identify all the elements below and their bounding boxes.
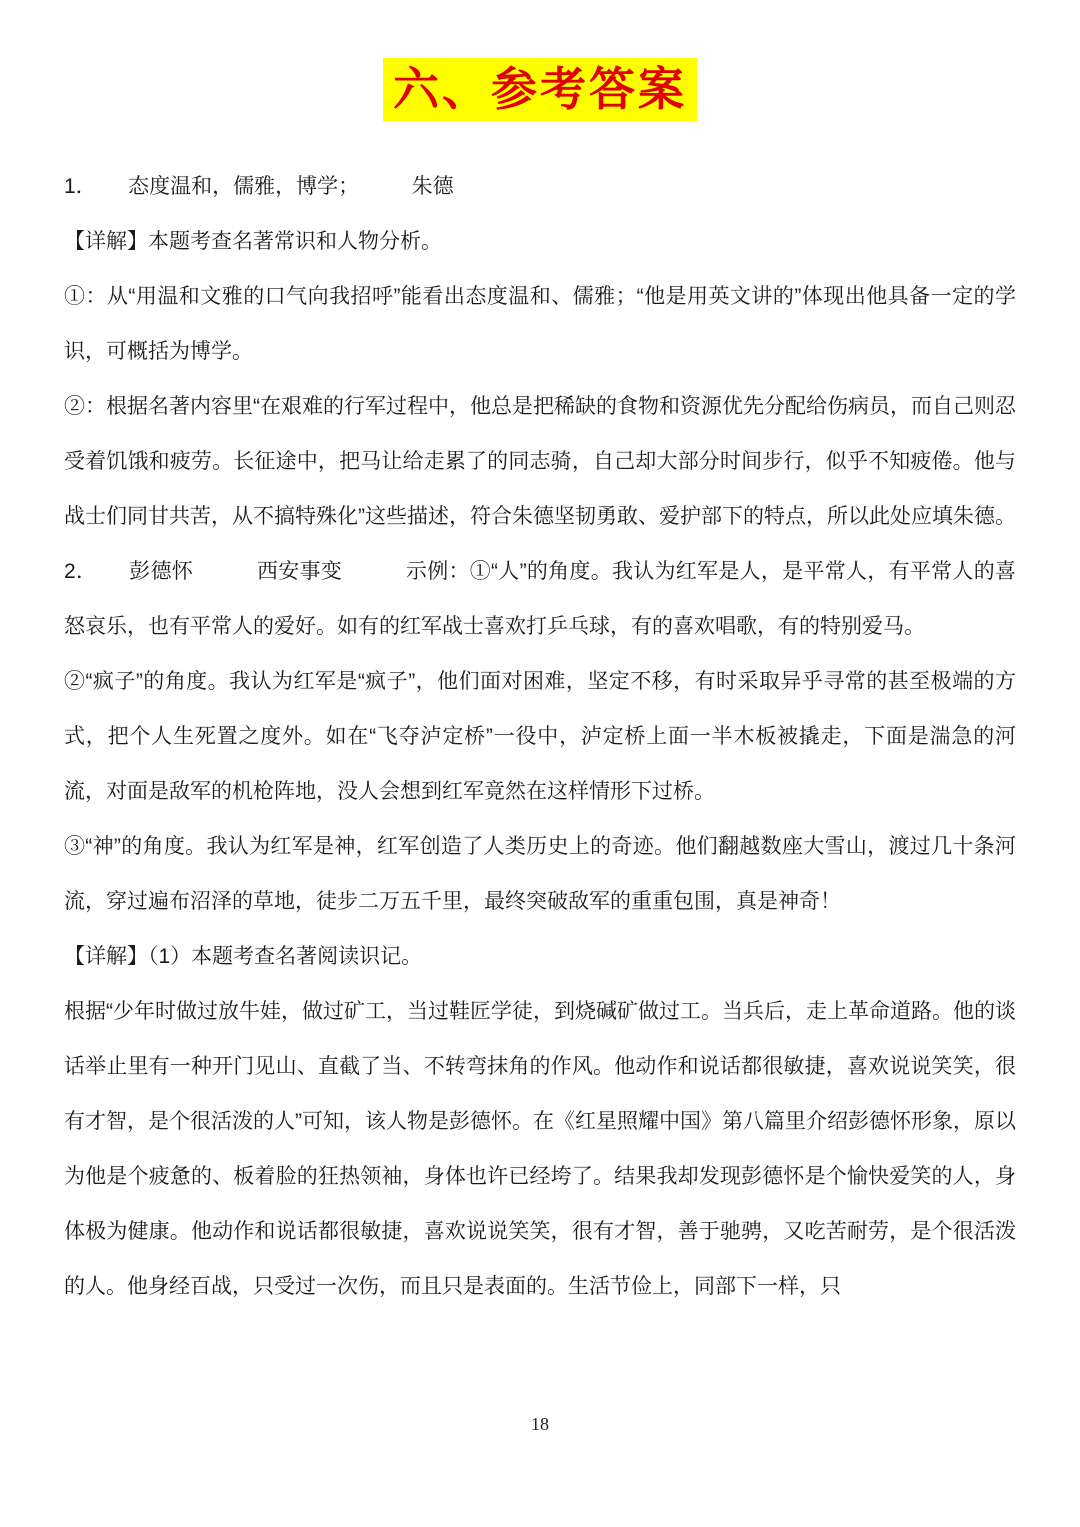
title-highlight-text: 六、参考答案 xyxy=(383,58,697,121)
answer-content xyxy=(64,159,1016,1314)
page-number: 18 xyxy=(531,1414,549,1434)
answer-2-detail-heading: 【详解】（1）本题考查名著阅读识记。 xyxy=(64,945,423,969)
answer-2-summary: 2． 彭德怀 西安事变 示例：①“人”的角度。我认为红军是人，是平常人，有平常人的喜怒哀乐，也有平常人的爱好。如有的红军战士喜欢打乒乓球，有的喜欢唱歌，有的特别爱马。 xyxy=(64,560,1016,639)
answer-2-point-3: ③“神”的角度。我认为红军是神，红军创造了人类历史上的奇迹。他们翻越数座大雪山，渡过几十条河流，穿过遍布沼泽的草地，徒步二万五千里，最终突破敌军的重重包围，真是神奇！ xyxy=(64,835,1016,914)
answer-1-point-2: ②：根据名著内容里“在艰难的行军过程中，他总是把稀缺的食物和资源优先分配给伤病员，而自己则忍受着饥饿和疲劳。长征途中，把马让给走累了的同志骑，自己却大部分时间步行，似乎不知疲倦。他与战士们同甘共苦，从不搞特殊化”这些描述，符合朱德坚韧勇敢、爱护部下的特点，所以此处应填朱德。 xyxy=(64,395,1016,529)
answer-2-point-2: ②“疯子”的角度。我认为红军是“疯子”，他们面对困难，坚定不移，有时采取异乎寻常的甚至极端的方式，把个人生死置之度外。如在“飞夺泸定桥”一役中，泸定桥上面一半木板被撬走，下面是湍急的河流，对面是敌军的机枪阵地，没人会想到红军竟然在这样情形下过桥。 xyxy=(64,670,1016,804)
answer-1-point-1: ①：从“用温和文雅的口气向我招呼”能看出态度温和、儒雅；“他是用英文讲的”体现出他具备一定的学识，可概括为博学。 xyxy=(64,285,1016,364)
answer-1-summary: 1． 态度温和，儒雅，博学； 朱德 xyxy=(64,175,454,199)
answer-1-detail-heading: 【详解】本题考查名著常识和人物分析。 xyxy=(64,230,442,254)
answer-2-detail-body: 根据“少年时做过放牛娃，做过矿工，当过鞋匠学徒，到烧碱矿做过工。当兵后，走上革命道路。他的谈话举止里有一种开门见山、直截了当、不转弯抹角的作风。他动作和说话都很敏捷，喜欢说说笑笑，很有才智，是个很活泼的人”可知，该人物是彭德怀。在《红星照耀中国》第八篇里介绍彭德怀形象，原以为他是个疲惫的、板着脸的狂热领袖，身体也许已经垮了。结果我却发现彭德怀是个愉快爱笑的人，身体极为健康。他动作和说话都很敏捷，喜欢说说笑笑，很有才智，善于驰骋，又吃苦耐劳，是个很活泼的人。他身经百战，只受过一次伤，而且只是表面的。生活节俭上，同部下一样，只 xyxy=(64,1000,1016,1299)
page-title xyxy=(64,58,1016,121)
